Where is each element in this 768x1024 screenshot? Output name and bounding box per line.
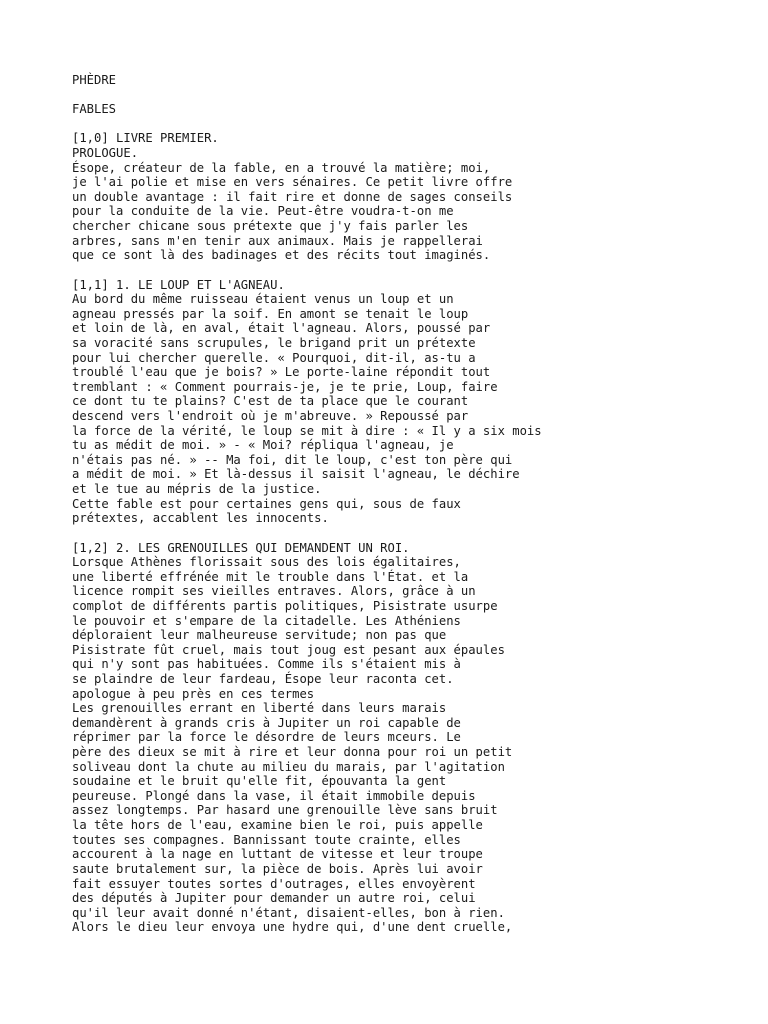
sections-container	[72, 131, 752, 935]
text-line: Lorsque Athènes florissait sous des lois égalitaires,	[72, 555, 461, 570]
text-line: et le tue au mépris de la justice.	[72, 482, 322, 497]
text-line: agneau pressés par la soif. En amont se tenait le loup	[72, 306, 469, 321]
text-line: Alors le dieu leur envoya une hydre qui, d'une dent cruelle,	[72, 920, 513, 935]
text-line: peureuse. Plongé dans la vase, il était immobile depuis	[72, 788, 476, 803]
section-heading: [1,2] 2. LES GRENOUILLES QUI DEMANDENT UN ROI.	[72, 540, 410, 555]
text-line: saute brutalement sur, la pièce de bois. Après lui avoir	[72, 861, 483, 876]
text-line: soudaine et le bruit qu'elle fit, épouvanta la gent	[72, 774, 447, 789]
text-line: Ésope, créateur de la fable, en a trouvé la matière; moi,	[72, 160, 491, 175]
section-heading: [1,1] 1. LE LOUP ET L'AGNEAU.	[72, 277, 285, 292]
text-line: le pouvoir et s'empare de la citadelle. Les Athéniens	[72, 613, 461, 628]
text-line: fait essuyer toutes sortes d'outrages, elles envoyèrent	[72, 876, 476, 891]
text-line: prétextes, accablent les innocents.	[72, 511, 329, 526]
text-line: réprimer par la force le désordre de leurs mceurs. Le	[72, 730, 461, 745]
text-line: père des dieux se mit à rire et leur donna pour roi un petit	[72, 745, 513, 760]
text-line: des députés à Jupiter pour demander un autre roi, celui	[72, 891, 476, 906]
text-line: Les grenouilles errant en liberté dans leurs marais	[72, 701, 447, 716]
fable-section	[72, 541, 752, 935]
text-line: descend vers l'endroit où je m'abreuve. » Repoussé par	[72, 409, 469, 424]
spacer	[72, 88, 752, 103]
text-line: la force de la vérité, le loup se mit à dire : « Il y a six mois	[72, 423, 542, 438]
text-line: arbres, sans m'en tenir aux animaux. Mais je rappellerai	[72, 233, 483, 248]
document-page	[72, 73, 752, 935]
text-line: pour la conduite de la vie. Peut-être voudra-t-on me	[72, 204, 454, 219]
text-line: complot de différents partis politiques, Pisistrate usurpe	[72, 598, 498, 613]
text-line: un double avantage : il fait rire et donne de sages conseils	[72, 189, 513, 204]
text-line: tremblant : « Comment pourrais-je, je te prie, Loup, faire	[72, 379, 498, 394]
text-line: Au bord du même ruisseau étaient venus un loup et un	[72, 292, 454, 307]
text-line: sa voracité sans scrupules, le brigand prit un prétexte	[72, 335, 476, 350]
text-line: accourent à la nage en luttant de vitesse et leur troupe	[72, 847, 483, 862]
text-line: je l'ai polie et mise en vers sénaires. Ce petit livre offre	[72, 175, 513, 190]
author-heading: PHÈDRE	[72, 73, 117, 87]
section-heading: [1,0] LIVRE PREMIER.	[72, 131, 219, 146]
text-line: demandèrent à grands cris à Jupiter un roi capable de	[72, 715, 461, 730]
text-line: la tête hors de l'eau, examine bien le roi, puis appelle	[72, 818, 483, 833]
fable-section	[72, 131, 752, 277]
text-line: chercher chicane sous prétexte que j'y fais parler les	[72, 219, 469, 234]
collection-heading: FABLES	[72, 102, 117, 117]
text-line: qu'il leur avait donné n'étant, disaient-elles, bon à rien.	[72, 905, 505, 920]
spacer	[72, 526, 752, 541]
text-line: pour lui chercher querelle. « Pourquoi, dit-il, as-tu a	[72, 350, 476, 365]
text-line: PROLOGUE.	[72, 146, 139, 161]
text-line: tu as médit de moi. » - « Moi? répliqua l'agneau, je	[72, 438, 454, 453]
text-line: troublé l'eau que je bois? » Le porte-laine répondit tout	[72, 365, 491, 380]
text-line: Pisistrate fût cruel, mais tout joug est pesant aux épaules	[72, 642, 505, 657]
text-line: ce dont tu te plains? C'est de ta place que le courant	[72, 394, 469, 409]
text-line: se plaindre de leur fardeau, Ésope leur raconta cet.	[72, 671, 454, 686]
text-line: licence rompit ses vieilles entraves. Alors, grâce à un	[72, 584, 476, 599]
text-line: apologue à peu près en ces termes	[72, 686, 315, 701]
text-line: toutes ses compagnes. Bannissant toute crainte, elles	[72, 832, 461, 847]
text-line: une liberté effrénée mit le trouble dans l'État. et la	[72, 569, 469, 584]
text-line: Cette fable est pour certaines gens qui, sous de faux	[72, 496, 461, 511]
spacer	[72, 263, 752, 278]
spacer	[72, 117, 752, 132]
fable-section	[72, 278, 752, 541]
text-line: assez longtemps. Par hasard une grenouille lève sans bruit	[72, 803, 498, 818]
text-line: et loin de là, en aval, était l'agneau. Alors, poussé par	[72, 321, 491, 336]
text-line: déploraient leur malheureuse servitude; non pas que	[72, 628, 447, 643]
text-line: qui n'y sont pas habituées. Comme ils s'étaient mis à	[72, 657, 461, 672]
text-line: soliveau dont la chute au milieu du marais, par l'agitation	[72, 759, 505, 774]
text-line: a médit de moi. » Et là-dessus il saisit l'agneau, le déchire	[72, 467, 520, 482]
text-line: n'étais pas né. » -- Ma foi, dit le loup, c'est ton père qui	[72, 452, 513, 467]
text-line: que ce sont là des badinages et des récits tout imaginés.	[72, 248, 491, 263]
